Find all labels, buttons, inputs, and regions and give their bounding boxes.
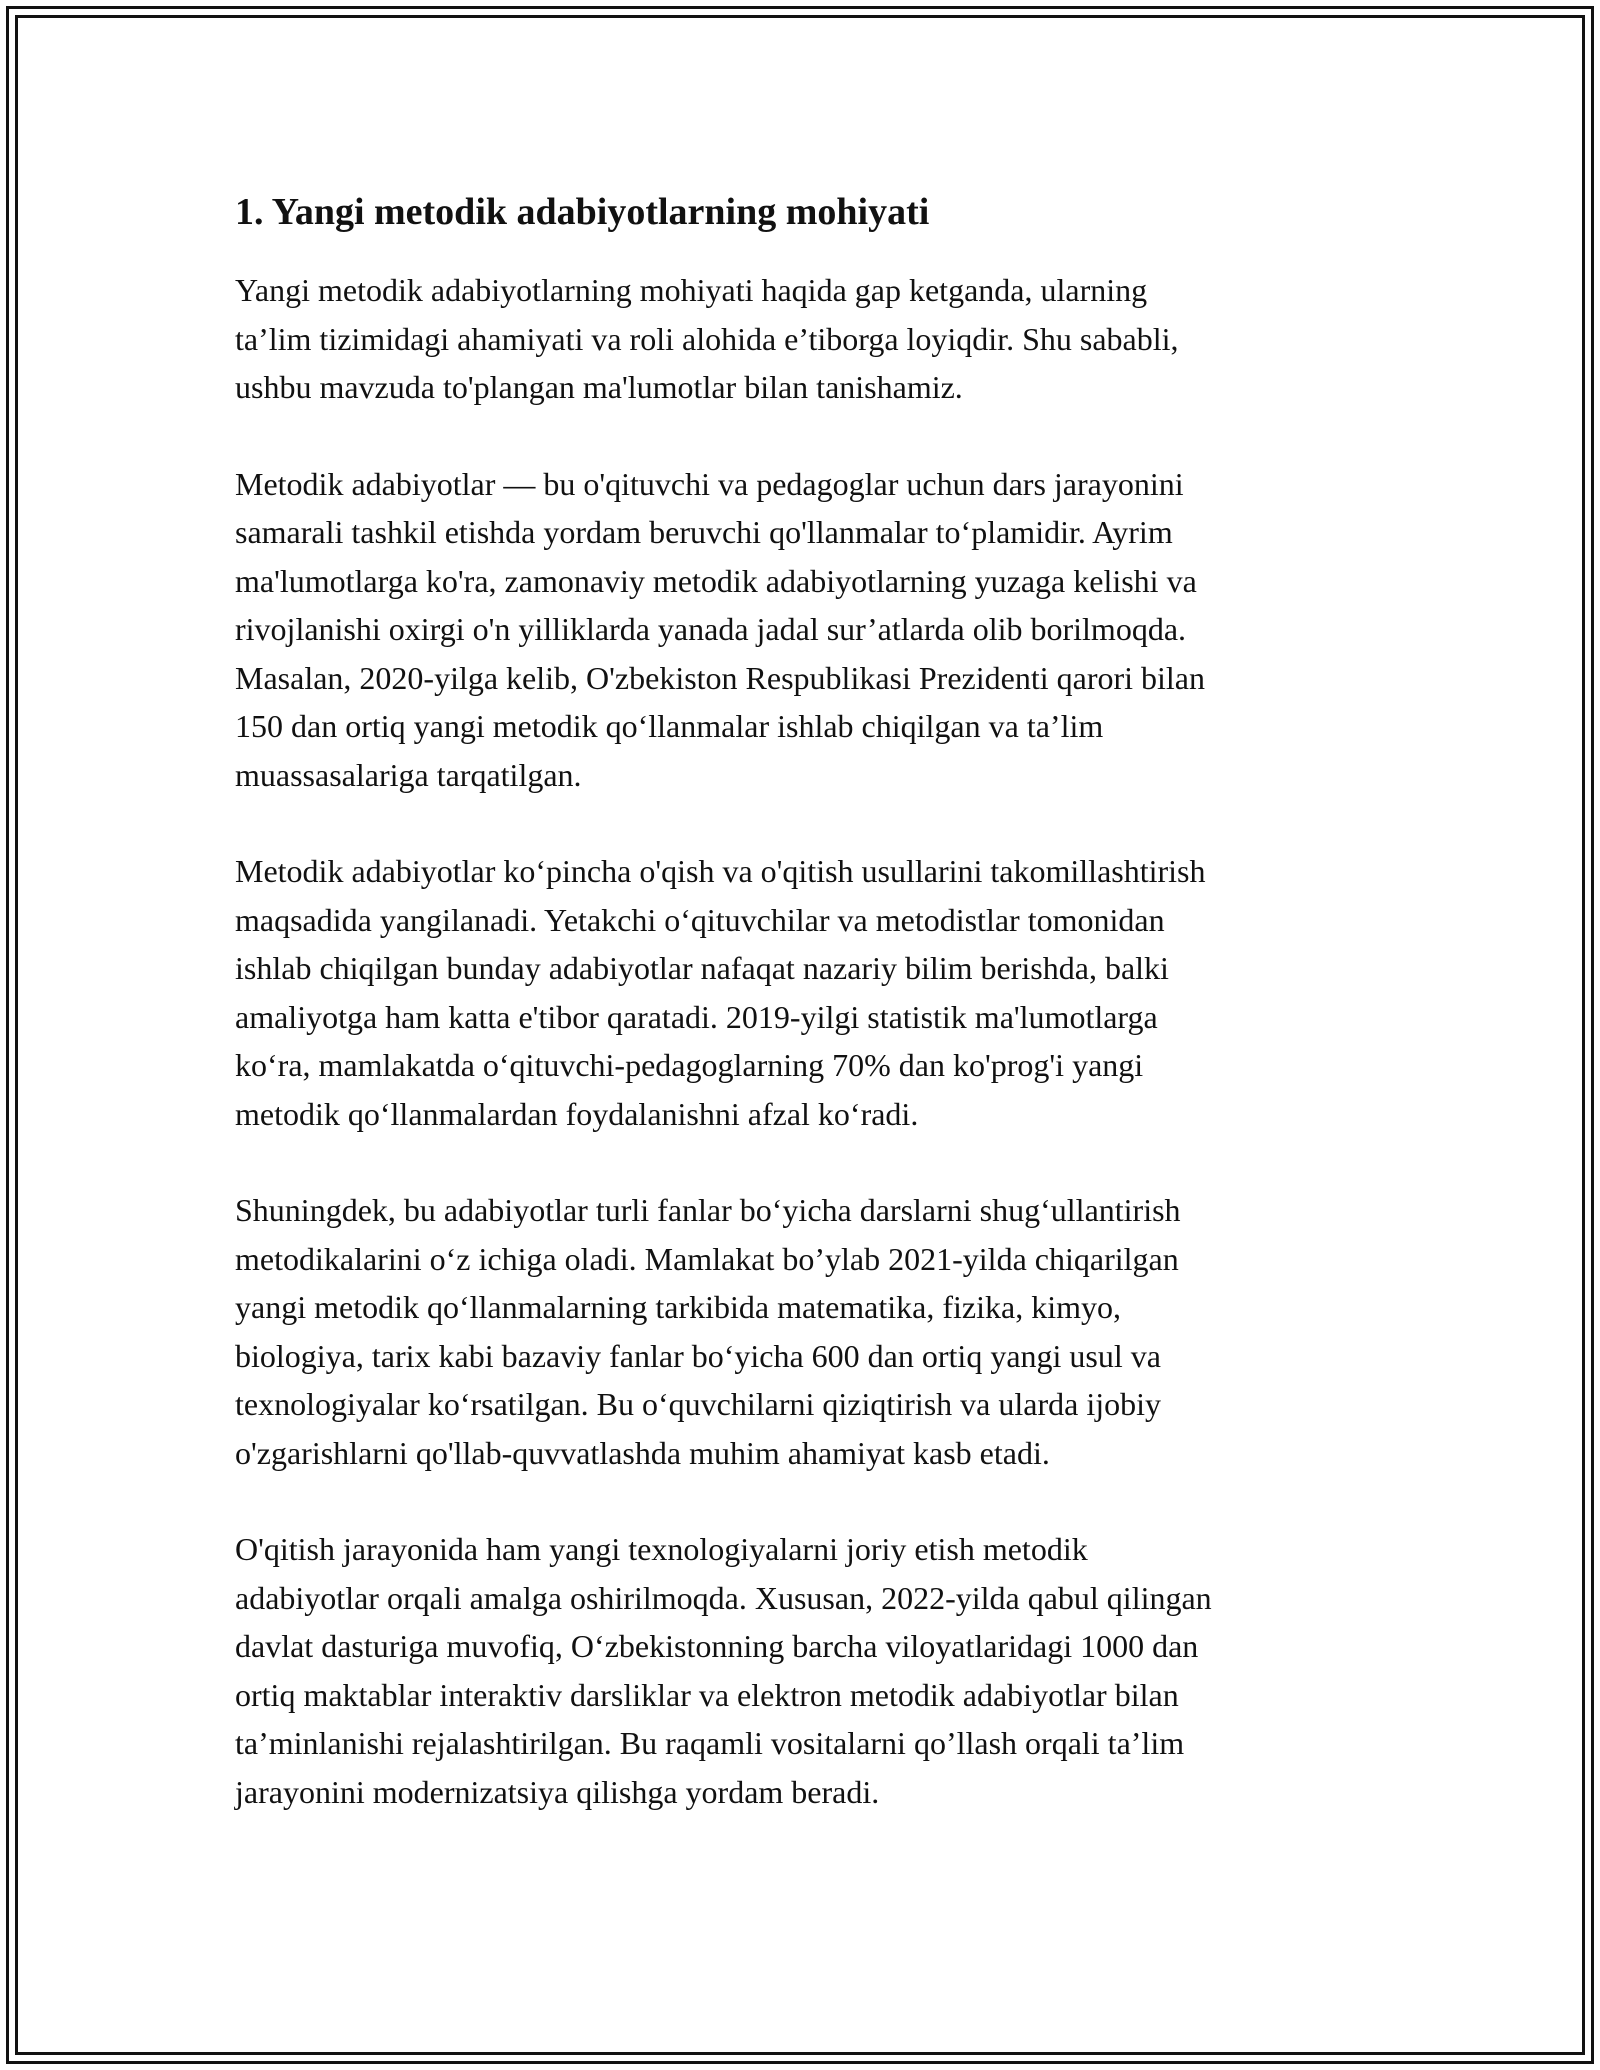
document-body [235, 188, 1365, 1864]
paragraph-5: O'qitish jarayonida ham yangi texnologiyalarni joriy etish metodik adabiyotlar orqali amalga oshirilmoqda. Xususan, 2022-yilda qabul qilingan davlat dasturiga muvofiq, O‘zbekistonning barcha viloyatlaridagi 1000 dan ortiq maktablar interaktiv darsliklar va elektron metodik adabiyotlar bilan ta’minlanishi rejalashtirilgan. Bu raqamli vositalarni qo’llash orqali ta’lim jarayonini modernizatsiya qilishga yordam beradi. [235, 1531, 1212, 1810]
section-heading: 1. Yangi metodik adabiyotlarning mohiyati [235, 191, 930, 233]
paragraph-2: Metodik adabiyotlar — bu o'qituvchi va pedagoglar uchun dars jarayonini samarali tashkil etishda yordam beruvchi qo'llanmalar to‘plamidir. Ayrim ma'lumotlarga ko'ra, zamonaviy metodik adabiyotlarning yuzaga kelishi va rivojlanishi oxirgi o'n yilliklarda yanada jadal sur’atlarda olib borilmoqda. Masalan, 2020-yilga kelib, O'zbekiston Respublikasi Prezidenti qarori bilan 150 dan ortiq yangi metodik qo‘llanmalar ishlab chiqilgan va ta’lim muassasalariga tarqatilgan. [235, 465, 1205, 793]
paragraph-3: Metodik adabiyotlar ko‘pincha o'qish va o'qitish usullarini takomillashtirish maqsadida yangilanadi. Yetakchi o‘qituvchilar va metodistlar tomonidan ishlab chiqilgan bunday adabiyotlar nafaqat nazariy bilim berishda, balki amaliyotga ham katta e'tibor qaratadi. 2019-yilgi statistik ma'lumotlarga ko‘ra, mamlakatda o‘qituvchi-pedagoglarning 70% dan ko'prog'i yangi metodik qo‘llanmalardan foydalanishni afzal ko‘radi. [235, 853, 1206, 1132]
paragraph-1: Yangi metodik adabiyotlarning mohiyati haqida gap ketganda, ularning ta’lim tizimidagi ahamiyati va roli alohida e’tiborga loyiqdir. Shu sababli, ushbu mavzuda to'plangan ma'lumotlar bilan tanishamiz. [235, 272, 1179, 405]
paragraph-4: Shuningdek, bu adabiyotlar turli fanlar bo‘yicha darslarni shug‘ullantirish metodikalarini o‘z ichiga oladi. Mamlakat bo’ylab 2021-yilda chiqarilgan yangi metodik qo‘llanmalarning tarkibida matematika, fizika, kimyo, biologiya, tarix kabi bazaviy fanlar bo‘yicha 600 dan ortiq yangi usul va texnologiyalar ko‘rsatilgan. Bu o‘quvchilarni qiziqtirish va ularda ijobiy o'zgarishlarni qo'llab-quvvatlashda muhim ahamiyat kasb etadi. [235, 1192, 1181, 1471]
